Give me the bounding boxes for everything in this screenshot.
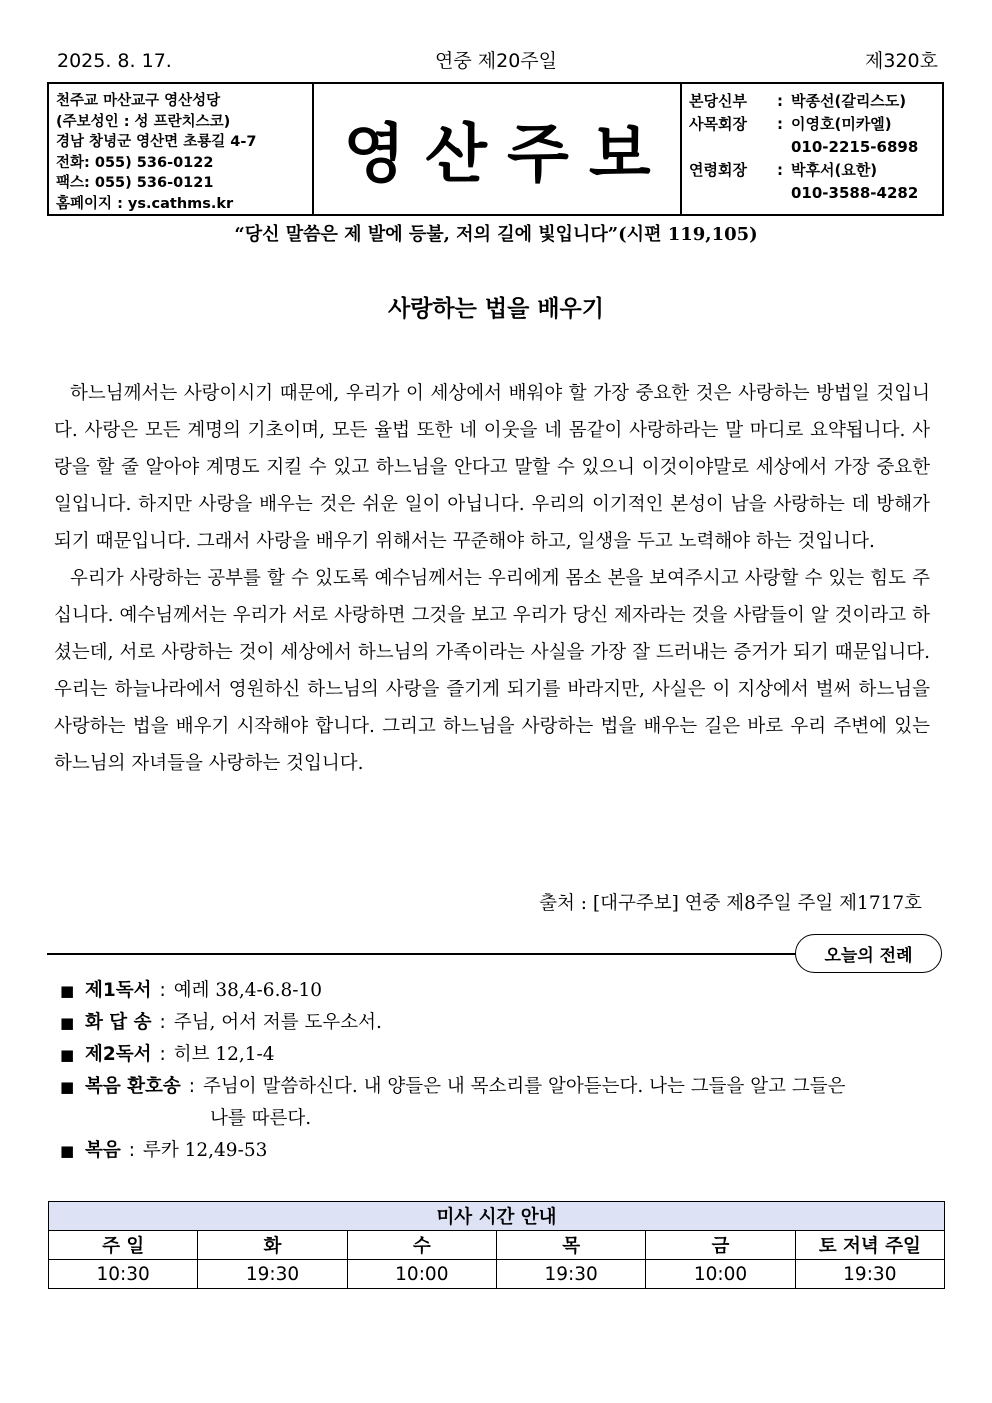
time-cell: 19:30 [795, 1260, 944, 1289]
article-source: 출처 : [대구주보] 연중 제8주일 주일 제1717호 [539, 893, 922, 914]
time-cell: 19:30 [496, 1260, 645, 1289]
reading-colon: : [159, 1044, 166, 1065]
staff-pastor [689, 90, 942, 113]
masthead [47, 82, 944, 216]
reading-label: 복음 환호송 [85, 1076, 181, 1097]
mass-schedule-caption: 미사 시간 안내 [49, 1202, 945, 1231]
staff-colon: : [777, 92, 783, 110]
staff-name: 박후서(요한) [791, 161, 878, 179]
bulletin-title: 영산주보 [314, 84, 682, 214]
parish-homepage: 홈페이지 : ys.cathms.kr [56, 195, 234, 212]
liturgy-readings [60, 975, 930, 1167]
patron-saint: (주보성인 : 성 프란치스코) [56, 113, 231, 130]
day-cell: 주 일 [49, 1231, 198, 1260]
time-cell: 19:30 [198, 1260, 347, 1289]
time-cell: 10:00 [646, 1260, 795, 1289]
staff-colon: : [777, 115, 783, 133]
reading-colon: : [188, 1076, 196, 1097]
parish-name: 천주교 마산교구 영산성당 [56, 93, 221, 109]
day-cell: 수 [347, 1231, 496, 1260]
staff-info [682, 84, 942, 214]
reading-label: 복음 [85, 1140, 121, 1161]
staff-label: 연령회장 [689, 161, 747, 179]
staff-phone: 010-2215-6898 [791, 138, 919, 156]
staff-funeral-president [689, 159, 942, 182]
day-cell: 화 [198, 1231, 347, 1260]
reading-colon: : [159, 980, 166, 1001]
staff-name: 이영호(미카엘) [791, 115, 892, 133]
mass-days-row [49, 1231, 945, 1260]
reading-label: 제2독서 [85, 1044, 152, 1065]
article-paragraph: 하느님께서는 사랑이시기 때문에, 우리가 이 세상에서 배워야 할 가장 중요한 것은 사랑하는 방법일 것입니다. 사랑은 모든 계명의 기초이며, 모든 율법 또한 네 이웃을 네 몸같이 사랑하라는 말 마디로 요약됩니다. 사랑을 할 줄 알아야 계명도 지킬 수 있고 하느님을 안다고 말할 수 있으니 이것이야말로 세상에서 가장 중요한 일입니다. 하지만 사랑을 배우는 것은 쉬운 일이 아닙니다. 우리의 이기적인 본성이 남을 사랑하는 데 방해가 되기 때문입니다. 그래서 사랑을 배우기 위해서는 꾸준해야 하고, 일생을 두고 노력해야 하는 것입니다. [54, 383, 930, 552]
section-divider [47, 953, 797, 955]
square-bullet-icon: ■ [60, 1078, 75, 1096]
liturgical-week: 연중 제20주일 [435, 50, 557, 72]
time-cell: 10:00 [347, 1260, 496, 1289]
staff-label: 사목회장 [689, 115, 747, 133]
reading-text-continuation: 나를 따른다. [210, 1108, 312, 1129]
issue-number: 제320호 [865, 50, 938, 72]
parish-phone: 전화: 055) 536-0122 [56, 154, 214, 171]
reading-colon: : [159, 1012, 166, 1033]
reading-text: 주님, 어서 저를 도우소서. [173, 1012, 382, 1033]
reading-label: 제1독서 [85, 980, 152, 1001]
reading-gospel-acclamation [60, 1071, 930, 1103]
parish-address: 경남 창녕군 영산면 초룡길 4-7 [56, 134, 257, 150]
reading-label: 화 답 송 [85, 1012, 152, 1033]
square-bullet-icon: ■ [60, 1142, 75, 1160]
square-bullet-icon: ■ [60, 982, 75, 1000]
reading-gospel [60, 1135, 930, 1167]
time-cell: 10:30 [49, 1260, 198, 1289]
parish-fax: 팩스: 055) 536-0121 [56, 175, 214, 191]
issue-date: 2025. 8. 17. [57, 50, 172, 72]
square-bullet-icon: ■ [60, 1014, 75, 1032]
day-cell: 토 저녁 주일 [795, 1231, 944, 1260]
staff-colon: : [777, 161, 783, 179]
mass-times-row [49, 1260, 945, 1289]
day-cell: 금 [646, 1231, 795, 1260]
reading-colon: : [128, 1140, 135, 1161]
staff-name: 박종선(갈리스도) [791, 92, 907, 110]
reading-psalm [60, 1007, 930, 1039]
reading-text: 예레 38,4-6.8-10 [173, 980, 323, 1001]
day-cell: 목 [496, 1231, 645, 1260]
article-body [54, 375, 930, 782]
article-paragraph: 우리가 사랑하는 공부를 할 수 있도록 예수님께서는 우리에게 몸소 본을 보여주시고 사랑할 수 있는 힘도 주십니다. 예수님께서는 우리가 서로 사랑하면 그것을 보고 우리가 당신 제자라는 것을 사람들이 알 것이라고 하셨는데, 서로 사랑하는 것이 세상에서 하느님의 가족이라는 사실을 가장 잘 드러내는 증거가 되기 때문입니다. 우리는 하늘나라에서 영원하신 하느님의 사랑을 즐기게 되기를 바라지만, 사실은 이 지상에서 벌써 하느님을 사랑하는 법을 배우기 시작해야 합니다. 그리고 하느님을 사랑하는 법을 배우는 길은 바로 우리 주변에 있는 하느님의 자녀들을 사랑하는 것입니다. [54, 568, 930, 774]
article-title: 사랑하는 법을 배우기 [388, 296, 604, 322]
scripture-motto: “당신 말씀은 제 발에 등불, 저의 길에 빛입니다”(시편 119,105) [234, 224, 758, 245]
parish-info [49, 84, 314, 214]
reading-first [60, 975, 930, 1007]
liturgy-heading: 오늘의 전례 [795, 934, 942, 973]
square-bullet-icon: ■ [60, 1046, 75, 1064]
reading-text: 루카 12,49-53 [142, 1140, 268, 1161]
staff-label: 본당신부 [689, 92, 747, 110]
reading-text: 주님이 말씀하신다. 내 양들은 내 목소리를 알아듣는다. 나는 그들을 알고 그들은 [203, 1076, 846, 1097]
staff-phone: 010-3588-4282 [791, 184, 919, 202]
reading-second [60, 1039, 930, 1071]
staff-council-president [689, 113, 942, 136]
reading-text: 히브 12,1-4 [173, 1044, 275, 1065]
mass-schedule-table [48, 1201, 945, 1289]
